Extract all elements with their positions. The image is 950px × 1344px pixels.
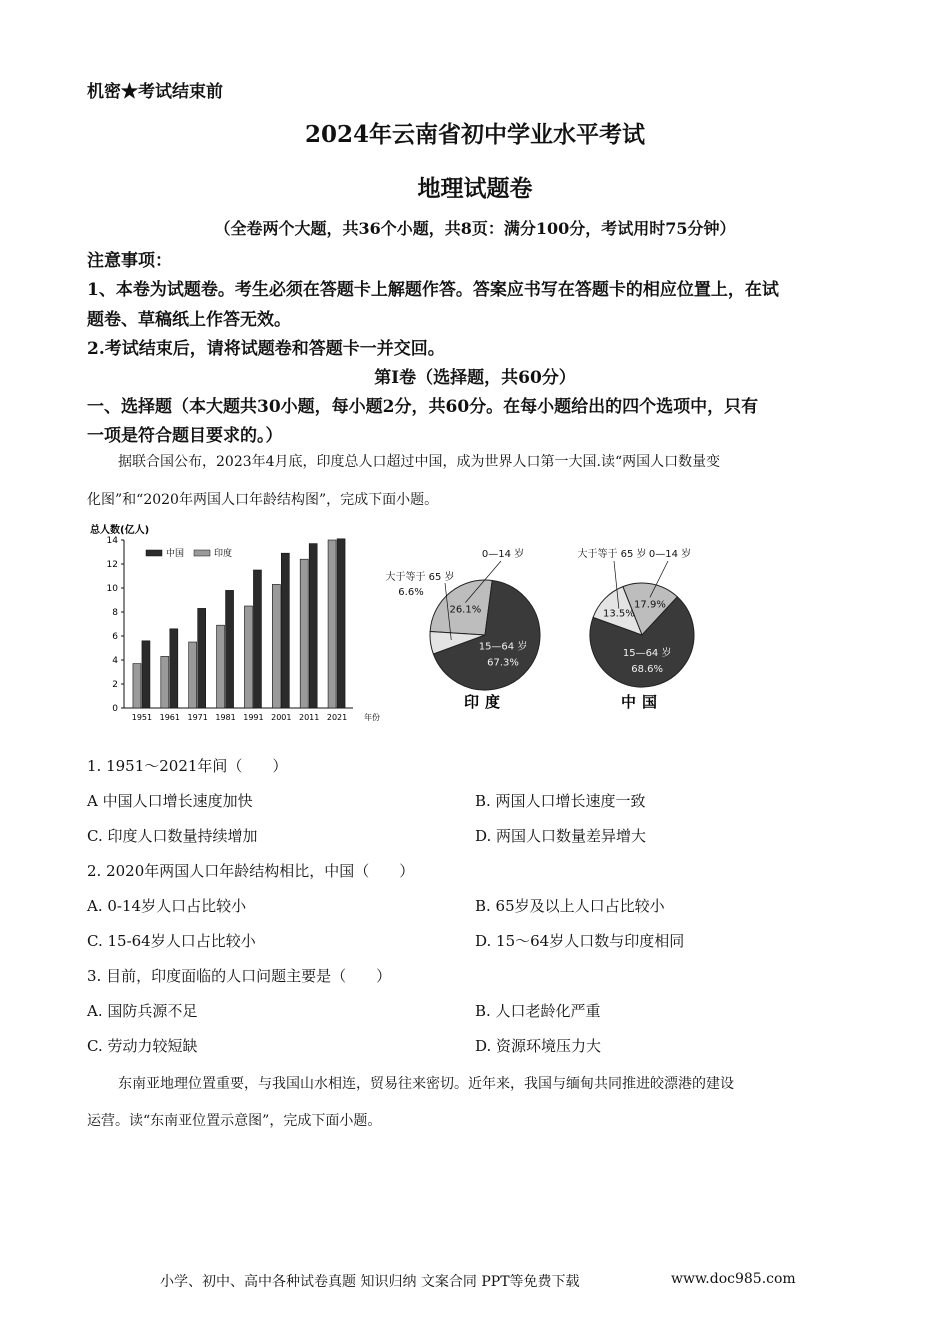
x-tick-label: 1981	[215, 713, 236, 722]
y-tick-label: 10	[106, 584, 118, 594]
y-tick-label: 0	[112, 704, 118, 714]
legend-label: 中国	[166, 549, 185, 559]
bar-印度-1971	[189, 642, 197, 708]
pie-slice-label: 大于等于 65 岁	[385, 572, 455, 583]
bar-印度-2021	[328, 540, 336, 708]
option-b[interactable]: B. 两国人口增长速度一致	[475, 792, 646, 810]
bar-印度-1991	[244, 606, 252, 708]
note-1-line-2: 题卷、草稿纸上作答无效。	[87, 310, 291, 330]
option-a[interactable]: A. 0-14岁人口占比较小	[87, 897, 247, 915]
option-a[interactable]: A. 国防兵源不足	[87, 1002, 198, 1020]
pie-slice-label: 15—64 岁	[478, 641, 528, 653]
section-heading-line-2: 一项是符合题目要求的。）	[87, 426, 283, 446]
bar-中国-1981	[226, 590, 234, 708]
option-c[interactable]: C. 15-64岁人口占比较小	[87, 932, 256, 950]
bar-中国-2001	[281, 553, 289, 708]
intro-2-line-1: 东南亚地理位置重要，与我国山水相连，贸易往来密切。近年来，我国与缅甸共同推进皎漂港的建设	[118, 1076, 734, 1092]
bar-chart-xlabel: 年份	[364, 713, 380, 722]
pie-slice-value: 68.6%	[631, 664, 664, 676]
pie-slice-label: 0—14 岁	[648, 549, 692, 560]
x-tick-label: 2001	[271, 713, 292, 722]
intro-1-line-1: 据联合国公布，2023年4月底，印度总人口超过中国，成为世界人口第一大国.读“两国人口数量变	[118, 454, 721, 470]
pie-slice-value: 13.5%	[602, 608, 635, 620]
x-tick-label: 1991	[243, 713, 264, 722]
pie-slice-value: 6.6%	[398, 587, 424, 598]
exam-subtitle: 地理试题卷	[417, 175, 533, 202]
intro-1-line-2: 化图”和“2020年两国人口年龄结构图”，完成下面小题。	[87, 492, 439, 508]
note-2: 2.考试结束后，请将试题卷和答题卡一并交回。	[87, 339, 445, 359]
question-stem: 2. 2020年两国人口年龄结构相比，中国（ ）	[87, 862, 415, 880]
pie-slice-value: 26.1%	[449, 604, 482, 616]
pie-slice-label: 0—14 岁	[481, 549, 525, 560]
pie-slice-value: 67.3%	[487, 657, 519, 669]
legend-swatch	[146, 550, 162, 556]
option-d[interactable]: D. 两国人口数量差异增大	[475, 827, 647, 845]
option-c[interactable]: C. 印度人口数量持续增加	[87, 827, 258, 845]
notes-heading: 注意事项：	[87, 251, 172, 271]
bar-中国-1971	[198, 608, 206, 708]
bar-chart-ylabel: 总人数(亿人)	[90, 525, 150, 536]
legend-swatch	[194, 550, 210, 556]
x-tick-label: 1961	[159, 713, 180, 722]
bar-chart-marks	[133, 539, 345, 708]
note-1-line-1: 1、本卷为试题卷。考生必须在答题卡上解题作答。答案应书写在答题卡的相应位置上，在试	[87, 280, 779, 300]
age-structure-pies	[385, 535, 720, 720]
bar-中国-1951	[142, 641, 150, 708]
legend-label: 印度	[214, 549, 233, 559]
bar-中国-2011	[309, 544, 317, 708]
part-title: 第Ⅰ卷（选择题，共60分）	[374, 368, 576, 388]
y-tick-label: 2	[112, 680, 118, 690]
pie-title: 印度	[463, 693, 507, 711]
bar-中国-1961	[170, 629, 178, 708]
y-tick-label: 12	[106, 560, 118, 570]
y-tick-label: 8	[112, 608, 118, 618]
question-stem: 3. 目前，印度面临的人口问题主要是（ ）	[87, 967, 392, 985]
pie-slice-label: 大于等于 65 岁	[577, 549, 647, 560]
bar-中国-1991	[253, 570, 261, 708]
pie-title: 中国	[620, 693, 664, 711]
y-tick-label: 6	[112, 632, 118, 642]
option-d[interactable]: D. 资源环境压力大	[475, 1037, 602, 1055]
bar-印度-2001	[272, 584, 280, 708]
y-tick-label: 4	[112, 656, 118, 666]
bar-中国-2021	[337, 539, 345, 708]
population-bar-chart	[88, 520, 388, 725]
x-tick-label: 1971	[187, 713, 208, 722]
pie-slice-value: 17.9%	[634, 599, 666, 611]
pie-china	[577, 547, 694, 711]
bar-印度-1951	[133, 664, 141, 708]
pie-india	[385, 547, 540, 711]
exam-title: 2024年云南省初中学业水平考试	[304, 121, 645, 148]
y-tick-label: 14	[106, 536, 118, 546]
intro-2-line-2: 运营。读“东南亚位置示意图”，完成下面小题。	[87, 1113, 382, 1129]
bar-印度-1961	[161, 656, 169, 708]
option-b[interactable]: B. 人口老龄化严重	[475, 1002, 601, 1020]
bar-印度-1981	[217, 625, 225, 708]
bar-chart-legend	[146, 547, 232, 559]
pie-slice-label: 15—64 岁	[622, 648, 672, 660]
option-a[interactable]: A 中国人口增长速度加快	[87, 792, 253, 810]
bar-印度-2011	[300, 559, 308, 708]
footer-url[interactable]: www.doc985.com	[671, 1271, 796, 1287]
option-c[interactable]: C. 劳动力较短缺	[87, 1037, 198, 1055]
x-tick-label: 2011	[299, 713, 320, 722]
x-tick-label: 1951	[131, 713, 153, 722]
option-b[interactable]: B. 65岁及以上人口占比较小	[475, 897, 665, 915]
section-heading-line-1: 一、选择题（本大题共30小题，每小题2分，共60分。在每小题给出的四个选项中，只有	[87, 397, 759, 417]
footer-text: 小学、初中、高中各种试卷真题 知识归纳 文案合同 PPT等免费下载	[160, 1274, 580, 1290]
confidential-label: 机密★考试结束前	[87, 82, 223, 102]
question-stem: 1. 1951～2021年间（ ）	[87, 757, 288, 775]
option-d[interactable]: D. 15～64岁人口数与印度相同	[475, 932, 685, 950]
x-tick-label: 2021	[326, 713, 348, 722]
exam-info: （全卷两个大题，共36个小题，共8页：满分100分，考试用时75分钟）	[214, 219, 736, 238]
